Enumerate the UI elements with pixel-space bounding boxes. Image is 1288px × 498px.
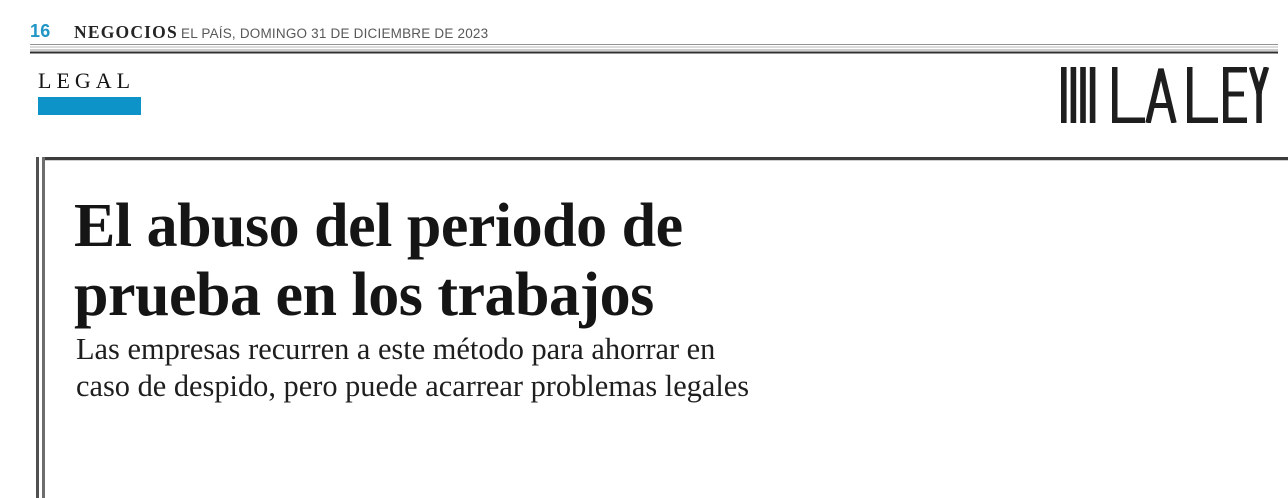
la-ley-bars-icon — [1061, 67, 1095, 123]
la-ley-letters — [1112, 67, 1267, 123]
article-left-rule-outer — [36, 157, 39, 498]
article-headline — [74, 192, 683, 330]
headline-line-2: prueba en los trabajos — [74, 261, 654, 329]
kicker-label: LEGAL — [38, 68, 136, 93]
masthead-rule — [30, 44, 1278, 54]
article-left-rule-inner — [42, 157, 45, 498]
la-ley-logo — [1061, 67, 1269, 123]
subheadline-line-1: Las empresas recurren a este método para ahorrar en — [76, 331, 716, 366]
page-number: 16 — [30, 21, 51, 41]
article-subheadline — [76, 330, 749, 404]
edition-dateline: EL PAÍS, DOMINGO 31 DE DICIEMBRE DE 2023 — [181, 26, 489, 41]
headline-line-1: El abuso del periodo de — [74, 192, 683, 260]
article-top-rule — [44, 157, 1288, 160]
subheadline-line-2: caso de despido, pero puede acarrear problemas legales — [76, 368, 750, 403]
section-title: NEGOCIOS — [74, 22, 178, 42]
kicker-underline-bar — [38, 97, 141, 115]
